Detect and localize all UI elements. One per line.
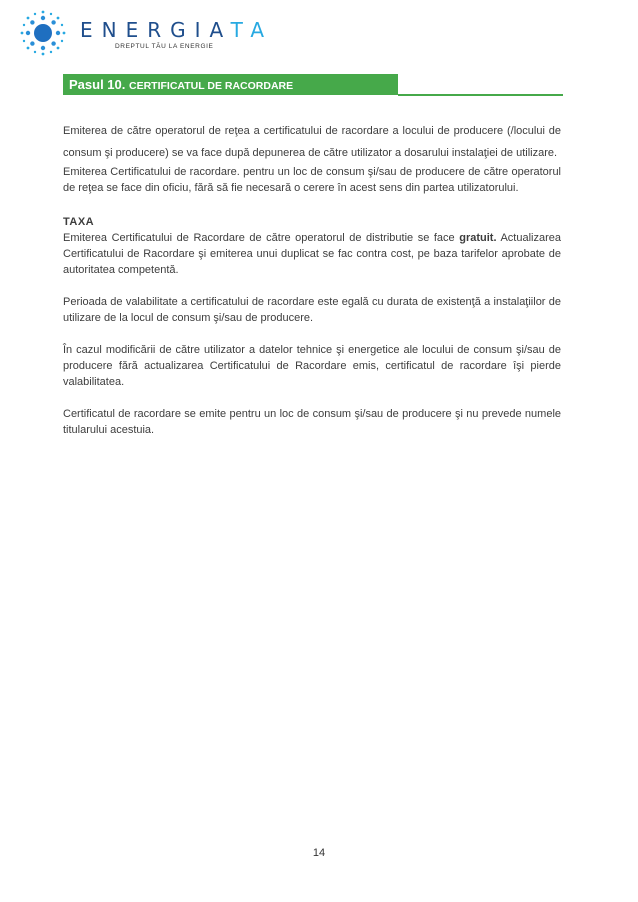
section-step: Pasul 10. (69, 77, 126, 92)
energiata-logo (20, 10, 274, 54)
page-number: 14 (312, 847, 326, 859)
paragraph-titular: Certificatul de racordare se emite pentru un loc de consum şi/sau de producere şi nu prevede numele titularului acestuia. (63, 408, 561, 436)
section-title-text: CERTIFICATUL DE RACORDARE (129, 80, 294, 92)
paragraph-gratuit: Emiterea Certificatului de Racordare de către operatorul de distributie se face gratuit. Actualizarea Certificatului de Racordare şi emiterea unui duplicat se fac contra cost, pe baza tarifelor aprobate de autoritatea competentă. (63, 232, 561, 276)
paragraph-emitere: Emiterea de către operatorul de reţea a certificatului de racordare a locului de producere (/locului de consum şi producere) se va face după depunerea de către utilizator a dosarului instalaţiei de utilizare. (63, 125, 561, 159)
paragraph-modificari: În cazul modificării de către utilizator a datelor tehnice şi energetice ale locului de consum şi/sau de producere fără actualizarea Certificatului de Racordare emis, certificatul de racordare îşi pierde valabilitatea. (63, 344, 561, 388)
section-header-underline (398, 94, 563, 96)
logo-wordmark: ENERGIATA (80, 18, 274, 42)
gratuit-emphasis: gratuit. (459, 232, 497, 244)
taxa-heading: TAXA (63, 216, 95, 228)
section-header (63, 74, 563, 96)
sun-dots-icon (20, 10, 66, 56)
document-body (63, 120, 561, 438)
logo-tagline: DREPTUL TĂU LA ENERGIE (115, 43, 214, 50)
paragraph-valabilitate: Perioada de valabilitate a certificatului de racordare este egală cu durata de existenţă a instalaţiilor de utilizare de la locul de consum şi/sau de producere. (63, 296, 561, 324)
section-title (69, 77, 293, 92)
paragraph-din-oficiu: Emiterea Certificatului de racordare. pentru un loc de consum şi/sau de producere de către operatorul de reţea se face din oficiu, fără să fie necesară o cerere în acest sens din partea utilizatorului. (63, 166, 561, 194)
